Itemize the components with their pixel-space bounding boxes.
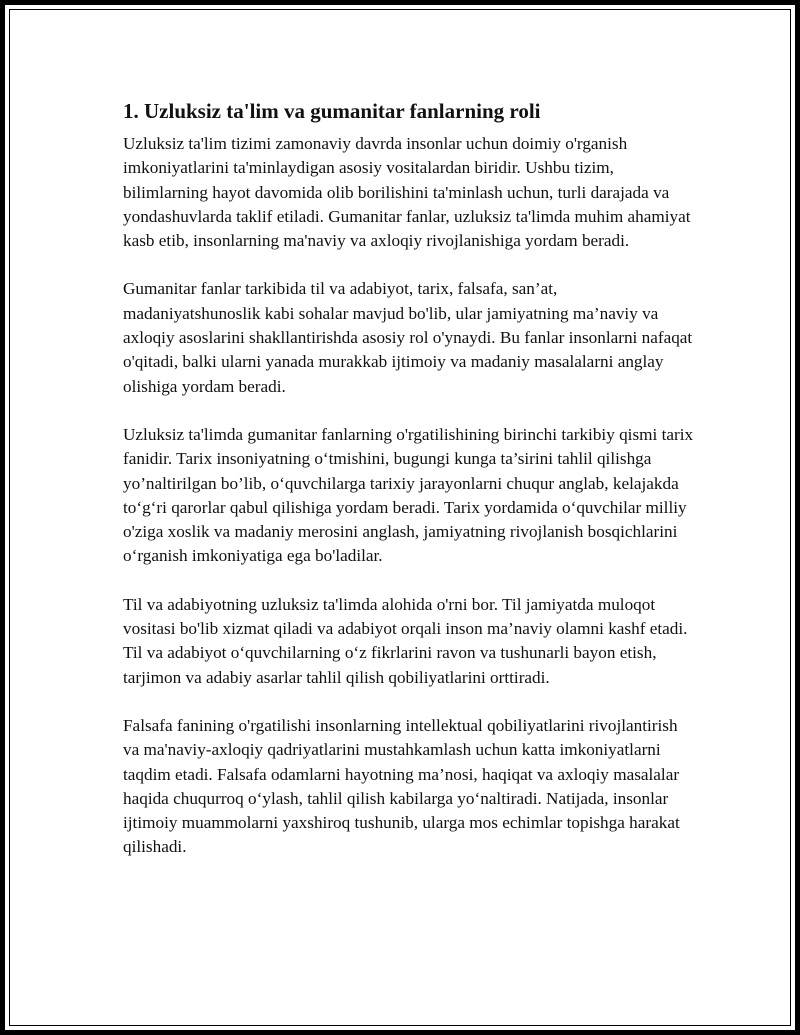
- paragraph-4: Til va adabiyotning uzluksiz ta'limda alohida o'rni bor. Til jamiyatda muloqot vositasi bo'lib xizmat qiladi va adabiyot orqali inson ma’naviy olamni kashf etadi. Til va adabiyot o‘quvchilarning o‘z fikrlarini ravon va tushunarli bayon etish, tarjimon va adabiy asarlar tahlil qilish qobiliyatlarini orttiradi.: [123, 594, 688, 687]
- paragraph-2: Gumanitar fanlar tarkibida til va adabiyot, tarix, falsafa, san’at, madaniyatshunoslik kabi sohalar mavjud bo'lib, ular jamiyatning ma’naviy va axloqiy asoslarini shakllantirishda asosiy rol o'ynaydi. Bu fanlar insonlarni nafaqat o'qitadi, balki ularni yanada murakkab ijtimoiy va madaniy masalalarni anglay olishiga yordam beradi.: [123, 279, 693, 396]
- paragraph-5: Falsafa fanining o'rgatilishi insonlarning intellektual qobiliyatlarini rivojlantirish va ma'naviy-axloqiy qadriyatlarini mustahkamlash uchun katta imkoniyatlarni taqdim etadi. Falsafa odamlarni hayotning ma’nosi, haqiqat va axloqiy masalalar haqida chuqurroq o‘ylash, tahlil qilish kabilarga yo‘naltiradi. Natijada, insonlar ijtimoiy muammolarni yaxshiroq tushunib, ularga mos echimlar topishga harakat qilishadi.: [123, 715, 680, 857]
- section-heading: 1. Uzluksiz ta'lim va gumanitar fanlarning roli: [123, 99, 541, 123]
- paragraph-1: Uzluksiz ta'lim tizimi zamonaviy davrda insonlar uchun doimiy o'rganish imkoniyatlarini ta'minlaydigan asosiy vositalardan biridir. Ushbu tizim, bilimlarning hayot davomida olib borilishini ta'minlash uchun, turli darajada va yondashuvlarda taklif etiladi. Gumanitar fanlar, uzluksiz ta'limda muhim ahamiyat kasb etib, insonlarning ma'naviy va axloqiy rivojlanishiga yordam beradi.: [123, 134, 691, 251]
- paragraph-3: Uzluksiz ta'limda gumanitar fanlarning o'rgatilishining birinchi tarkibiy qismi tarix fanidir. Tarix insoniyatning o‘tmishini, bugungi kunga ta’sirini tahlil qilishga yo’naltirilgan bo’lib, o‘quvchilarga tarixiy jarayonlarni chuqur anglab, kelajakda to‘g‘ri qarorlar qabul qilishiga yordam beradi. Tarix yordamida o‘quvchilar milliy o'ziga xoslik va madaniy merosini anglash, jamiyatning rivojlanish bosqichlarini o‘rganish imkoniyatiga ega bo'ladilar.: [123, 424, 694, 566]
- document-body: [123, 97, 698, 884]
